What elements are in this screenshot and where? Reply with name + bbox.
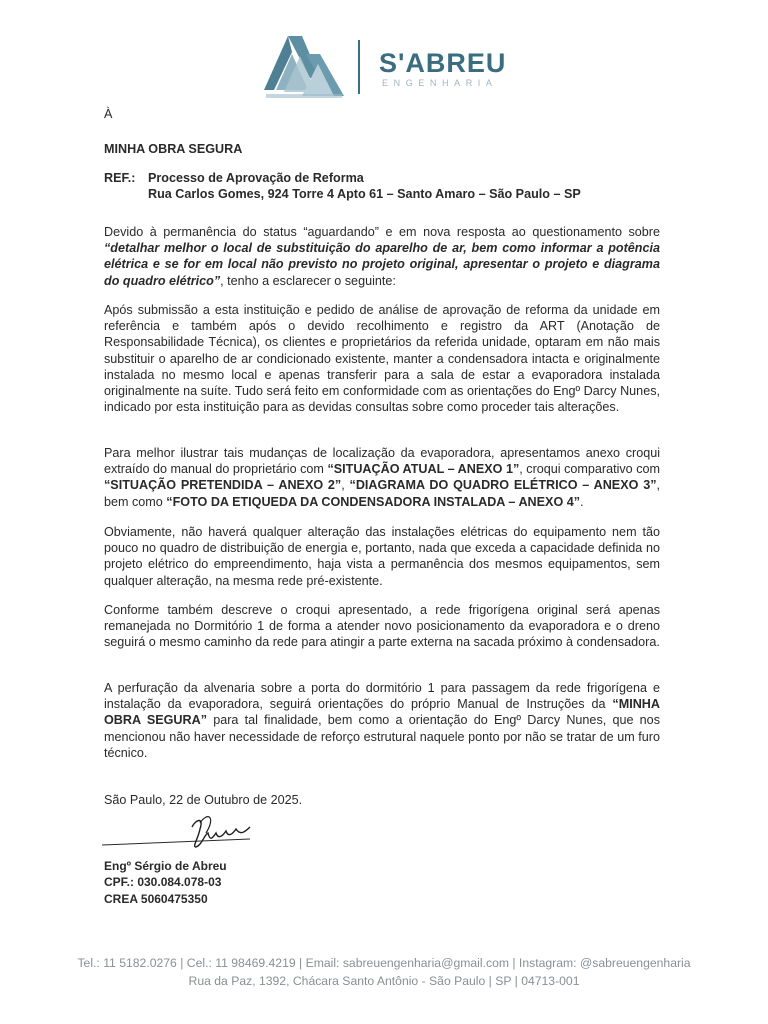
logo-divider bbox=[358, 40, 360, 94]
paragraph-3-text-e: , bbox=[341, 478, 350, 493]
addressee-prefix: À bbox=[104, 107, 113, 121]
paragraph-1 bbox=[104, 224, 660, 289]
paragraph-1-quote: “detalhar melhor o local de substituição do aparelho de ar, bem como informar a potência elétrica e se for em local não previsto no projeto original, apresentar o projeto e diagrama do quadro elétrico” bbox=[104, 241, 660, 288]
signer-cpf: CPF.: 030.084.078-03 bbox=[104, 875, 222, 890]
ref-line-2: Rua Carlos Gomes, 924 Torre 4 Apto 61 – Santo Amaro – São Paulo – SP bbox=[148, 187, 581, 202]
paragraph-2: Após submissão a esta instituição e pedido de análise de aprovação de reforma da unidade em referência e também após o devido recolhimento e registro da ART (Anotação de Responsabilidade Técnica), os clientes e proprietários da referida unidade, optaram em não mais substituir o aparelho de ar condicionado existente, manter a condensadora intacta e originalmente instalada no mesmo local e apenas transferir para a sala de estar a evaporadora instalada originalmente na suíte. Tudo será feito em conformidade com as orientações do Engº Darcy Nunes, indicado por esta instituição para as devidas consultas sobre como proceder tais alterações. bbox=[104, 303, 660, 415]
company-logo-icon bbox=[262, 34, 346, 100]
letter-date: São Paulo, 22 de Outubro de 2025. bbox=[104, 793, 303, 807]
paragraph-3-text-c: , croqui comparativo com bbox=[519, 462, 660, 477]
handwritten-signature bbox=[100, 813, 300, 859]
annex-3-ref: “DIAGRAMA DO QUADRO ELÉTRICO – ANEXO 3” bbox=[349, 478, 657, 493]
brand-name: S'ABREU bbox=[379, 48, 507, 78]
paragraph-3-text-i: . bbox=[580, 494, 584, 509]
annex-4-ref: “FOTO DA ETIQUEDA DA CONDENSADORA INSTALADA – ANEXO 4” bbox=[166, 494, 581, 509]
recipient: MINHA OBRA SEGURA bbox=[104, 142, 243, 156]
paragraph-6-org: “MINHA OBRA SEGURA” bbox=[104, 697, 660, 728]
paragraph-4: Obviamente, não haverá qualquer alteração das instalações elétricas do equipamento nem tão pouco no quadro de distribuição de energia e, portanto, nada que exceda a capacidade definida no projeto elétrico do empreendimento, haja vista a permanência dos mesmos equipamentos, sem qualquer alteração, na mesma rede pré-existente. bbox=[104, 525, 660, 588]
paragraph-6 bbox=[104, 680, 660, 761]
paragraph-3-text-a: Para melhor ilustrar tais mudanças de localização da evaporadora, apresentamos anexo croqui extraído do manual do proprietário com bbox=[104, 446, 660, 477]
paragraph-1-text-a: Devido à permanência do status “aguardando” e em nova resposta ao questionamento sobre bbox=[104, 225, 660, 239]
footer-contacts: Tel.: 11 5182.0276 | Cel.: 11 98469.4219 | Email: sabreuengenharia@gmail.com | Instagram: @sabreuengenharia bbox=[77, 956, 691, 970]
paragraph-5: Conforme também descreve o croqui apresentado, a rede frigorígena original será apenas remanejada no Dormitório 1 de forma a atender novo posicionamento da evaporadora e o dreno seguirá o mesmo caminho da rede para atingir a parte externa na sacada próximo à condensadora. bbox=[104, 603, 660, 650]
signer-name: Engº Sérgio de Abreu bbox=[104, 859, 227, 873]
ref-label: REF.: bbox=[104, 171, 136, 185]
annex-1-ref: “SITUAÇÃO ATUAL – ANEXO 1” bbox=[327, 462, 520, 477]
paragraph-1-text-c: , tenho a esclarecer o seguinte: bbox=[220, 273, 396, 288]
annex-2-ref: “SITUAÇÃO PRETENDIDA – ANEXO 2” bbox=[104, 478, 342, 493]
signer-crea: CREA 5060475350 bbox=[104, 891, 208, 906]
reference-block bbox=[104, 170, 660, 202]
paragraph-3 bbox=[104, 445, 660, 510]
paragraph-6-text-c: para tal finalidade, bem como a orientação do Engº Darcy Nunes, que nos mencionou não haver necessidade de reforço estrutural naquele ponto por não se tratar de um furo técnico. bbox=[104, 713, 660, 760]
ref-line-1: Processo de Aprovação de Reforma bbox=[148, 171, 364, 185]
signature-block bbox=[104, 858, 660, 907]
footer-address: Rua da Paz, 1392, Chácara Santo Antônio - São Paulo | SP | 04713-001 bbox=[188, 974, 580, 988]
paragraph-3-text-g: , bem como bbox=[104, 478, 660, 509]
brand-subtitle: ENGENHARIA bbox=[382, 78, 498, 88]
letterhead-logo bbox=[262, 34, 512, 100]
paragraph-6-text-a: A perfuração da alvenaria sobre a porta do dormitório 1 para passagem da rede frigorígena e instalação da evaporadora, seguirá orientações do próprio Manual de Instruções da bbox=[104, 681, 660, 712]
